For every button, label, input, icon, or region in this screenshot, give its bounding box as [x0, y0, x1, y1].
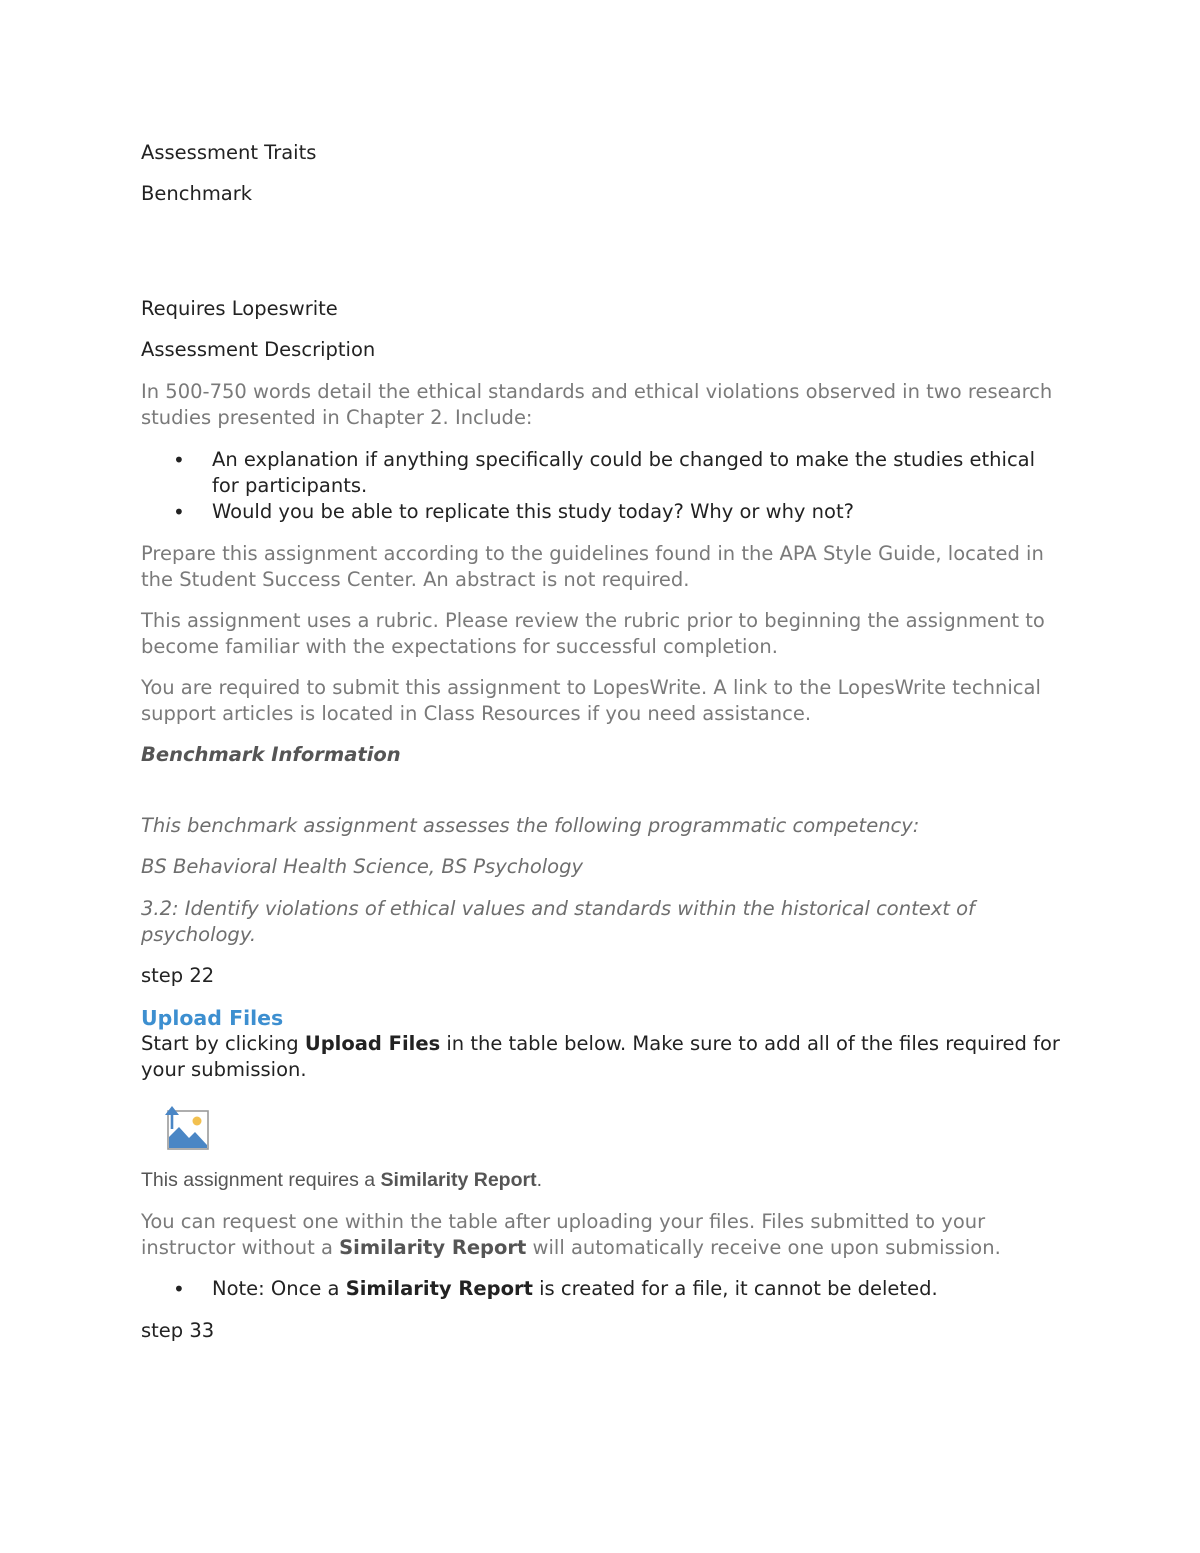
upload-instructions-prefix: Start by clicking: [141, 1032, 305, 1055]
step-2-label: step 22: [141, 964, 215, 987]
upload-instructions: [141, 1031, 1061, 1083]
description-intro: In 500-750 words detail the ethical standards and ethical violations observed in two research studies presented in Chapter 2. Include:: [141, 380, 1053, 429]
competency-intro: This benchmark assignment assesses the following programmatic competency:: [141, 814, 920, 837]
step-3-label: step 33: [141, 1319, 215, 1342]
list-item: • Would you be able to replicate this study today? Why or why not?: [141, 499, 1061, 525]
similarity-report-emphasis: Similarity Report: [339, 1236, 527, 1259]
benchmark-heading: Benchmark Information: [141, 743, 401, 766]
list-item: • An explanation if anything specifically could be changed to make the studies ethical for participants.: [141, 447, 1061, 499]
apa-note: Prepare this assignment according to the guidelines found in the APA Style Guide, located in the Student Success Center. An abstract is not required.: [141, 542, 1044, 591]
image-upload-icon: [162, 1105, 210, 1151]
competency: 3.2: Identify violations of ethical values and standards within the historical context of psychology.: [141, 897, 975, 946]
programs: BS Behavioral Health Science, BS Psychology: [141, 855, 584, 878]
request-suffix: will automatically receive one upon submission.: [526, 1236, 1001, 1259]
requires-lopeswrite: Requires Lopeswrite: [141, 297, 338, 320]
rubric-note: This assignment uses a rubric. Please review the rubric prior to beginning the assignment to become familiar with the expectations for successful completion.: [141, 609, 1045, 658]
document-content: [141, 140, 1061, 1344]
similarity-request-note: [141, 1209, 1061, 1261]
similarity-report-emphasis: Similarity Report: [345, 1277, 533, 1300]
list-item: [141, 1276, 1061, 1302]
upload-instructions-suffix: in the table below. Make sure to add all of the files required for your submission.: [141, 1032, 1060, 1081]
description-heading: Assessment Description: [141, 338, 376, 361]
note-suffix: is created for a file, it cannot be deleted.: [532, 1277, 938, 1300]
request-prefix: You can request one within the table after uploading your files. Files submitted to your instructor without a: [141, 1210, 986, 1259]
image-placeholder: [141, 1105, 1061, 1151]
upload-files-emphasis: Upload Files: [304, 1032, 441, 1055]
upload-files-heading: Upload Files: [141, 1006, 284, 1030]
page-title: Assessment Traits: [141, 141, 317, 164]
similarity-requirement: [141, 1167, 1061, 1193]
similarity-requirement-suffix: .: [536, 1169, 542, 1191]
similarity-report-emphasis: Similarity Report: [380, 1169, 537, 1191]
lopeswrite-note: You are required to submit this assignment to LopesWrite. A link to the LopesWrite technical support articles is located in Class Resources if you need assistance.: [141, 676, 1041, 725]
note-prefix: Note: Once a: [212, 1277, 346, 1300]
description-bullet-list: [141, 447, 1061, 525]
assessment-type: Benchmark: [141, 182, 253, 205]
similarity-note-list: [141, 1276, 1061, 1302]
similarity-requirement-prefix: This assignment requires a: [141, 1169, 381, 1191]
